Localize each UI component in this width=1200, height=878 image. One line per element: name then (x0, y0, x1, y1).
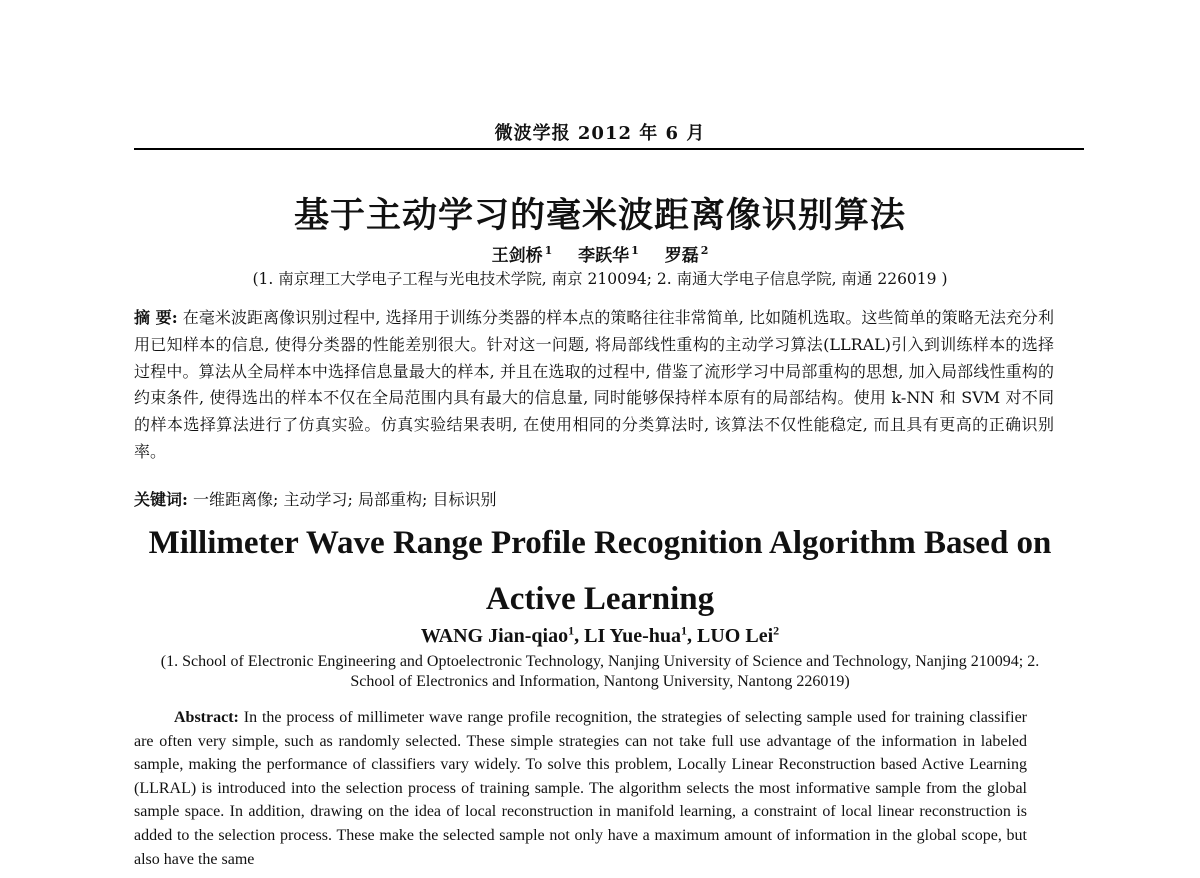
en-title: Millimeter Wave Range Profile Recognition Algorithm Based on Active Learning (148, 525, 1052, 617)
cn-keywords (134, 487, 1054, 510)
en-author-3: LUO Lei$^2$ (697, 623, 780, 647)
cn-keywords-label: 关键词: (134, 490, 188, 509)
journal-header: 微波学报 2012 年 6 月 (494, 123, 706, 144)
en-author-1: WANG Jian-qiao$^1$ (420, 623, 575, 647)
cn-abstract-text: 在毫米波距离像识别过程中, 选择用于训练分类器的样本点的策略往往非常简单, 比如随机选取。这些简单的策略无法充分利用已知样本的信息, 使得分类器的性能差别很大。针对这一问题, 将局部线性重构的主动学习算法(LLRAL)引入到训练样本的选择过程中。算法从全局样本中选择信息量最大的样本, 并且在选取的过程中, 借鉴了流形学习中局部重构的思想, 加入局部线性重构的约束条件, 使得选出的样本不仅在全局范围内具有最大的信息量, 同时能够保持样本原有的局部结构。使用 k-NN 和 SVM 对不同的样本选择算法进行了仿真实验。仿真实验结果表明, 在使用相同的分类算法时, 该算法不仅性能稳定, 而且具有更高的正确识别率。 (134, 308, 1054, 461)
cn-author-1: 王剑桥 $^1$ (491, 244, 553, 266)
cn-author-2: 李跃华 $^1$ (578, 244, 639, 266)
header-rule (134, 148, 1084, 150)
en-affiliation: (1. School of Electronic Engineering and Optoelectronic Technology, Nanjing University of Science and Technology, Nanjing 210094; 2. School of Electronics and Information, Nantong University, Nantong 226019) (160, 653, 1040, 690)
cn-author-3: 罗磊 $^2$ (664, 244, 709, 266)
cn-title: 基于主动学习的毫米波距离像识别算法 (293, 195, 906, 236)
en-abstract-label: Abstract: (174, 709, 239, 726)
en-author-2: LI Yue-hua$^1$ (584, 623, 688, 647)
en-authors: WANG Jian-qiao$^1$, LI Yue-hua$^1$, LUO Lei$^2$ (420, 623, 780, 647)
en-abstract (134, 706, 1027, 871)
cn-keywords-text: 一维距离像; 主动学习; 局部重构; 目标识别 (193, 490, 497, 509)
cn-abstract (134, 305, 1054, 466)
cn-authors (0, 241, 1200, 266)
cn-abstract-label: 摘 要: (134, 308, 178, 327)
cn-affiliation: (1. 南京理工大学电子工程与光电技术学院, 南京 210094; 2. 南通大学电子信息学院, 南通 226019 ) (252, 270, 948, 288)
en-abstract-text: In the process of millimeter wave range profile recognition, the strategies of selecting sample used for training classifier are often very simple, such as randomly selected. These simple strategies can not take full use advantage of the information in labeled sample, making the performance of classifiers vary widely. To solve this problem, Locally Linear Reconstruction based Active Learning (LLRAL) is introduced into the selection process of training sample. The algorithm selects the most informative sample from the global sample space. In addition, drawing on the idea of local reconstruction in manifold learning, a constraint of local linear reconstruction is added to the selection process. These make the selected sample not only have a maximum amount of information in the global scope, but also have the same (134, 709, 1028, 868)
